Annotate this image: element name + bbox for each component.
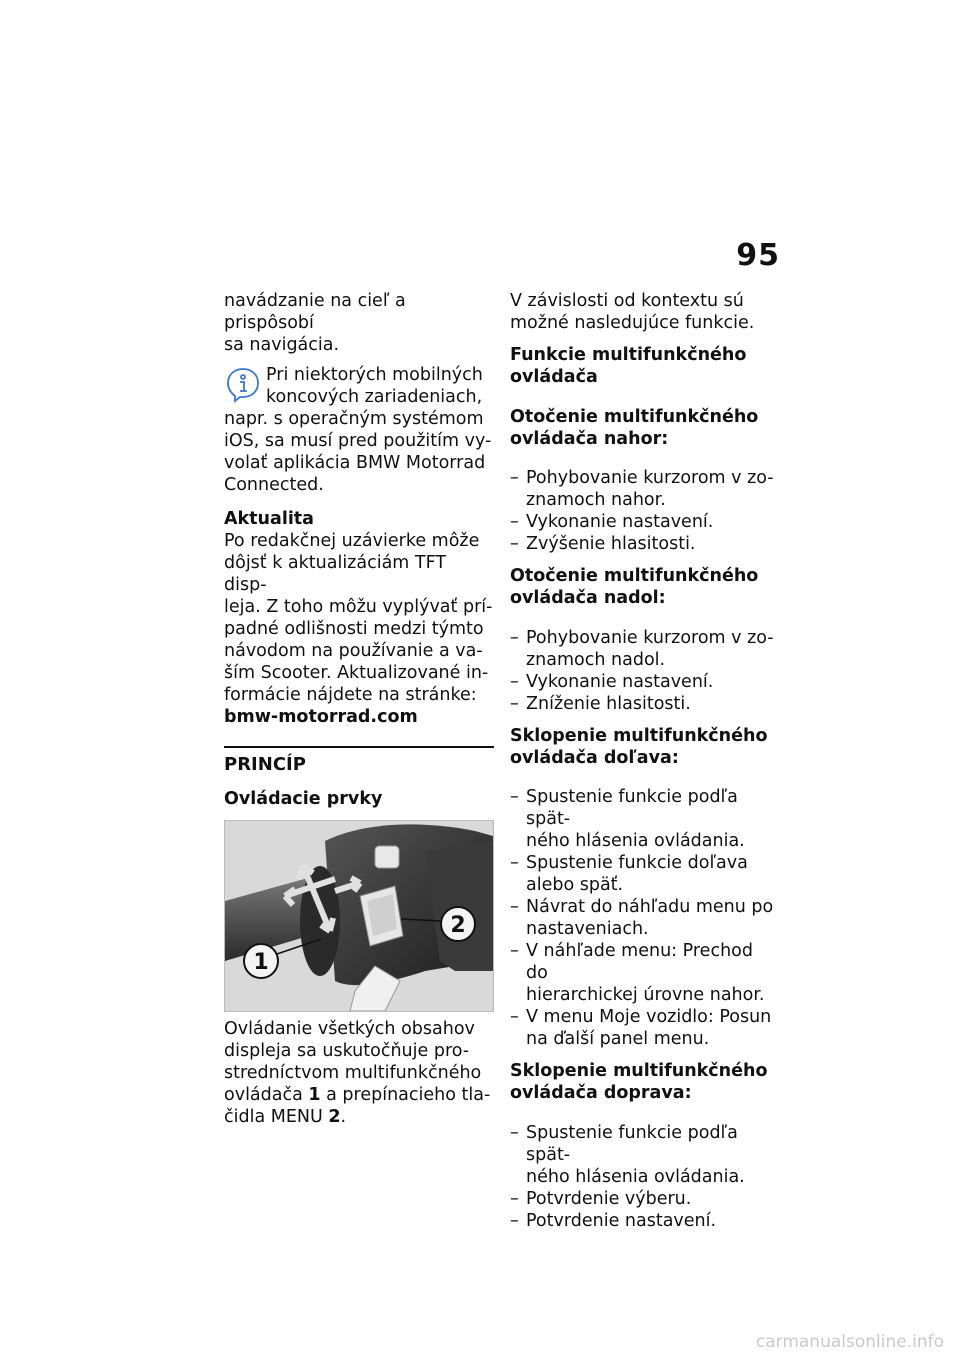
list-dash: – xyxy=(510,1210,519,1231)
list-dash: – xyxy=(510,534,519,554)
website-link[interactable]: bmw-motorrad.com xyxy=(224,707,418,727)
rotate-down-heading: Otočenie multifunkčného ovládača nadol: xyxy=(510,566,759,608)
list-dash: – xyxy=(510,512,519,532)
list-item-text: Spustenie funkcie podľa spät- ného hlásenia ovládania. xyxy=(526,1122,745,1187)
list-item-text: Vykonanie nastavení. xyxy=(526,671,714,692)
list-dash: – xyxy=(510,693,519,714)
rotate-up-list xyxy=(510,467,780,555)
rotate-up-heading: Otočenie multifunkčného ovládača nahor: xyxy=(510,406,759,449)
tilt-right-list xyxy=(510,1122,780,1232)
section-title: PRINCÍP xyxy=(224,753,306,775)
controls-heading: Ovládacie prvky xyxy=(224,788,383,809)
figure-caption xyxy=(224,1018,494,1128)
list-item-text: Spustenie funkcie doľava alebo späť. xyxy=(526,853,748,895)
right-column xyxy=(510,290,780,1232)
info-note-icon xyxy=(224,366,262,404)
caption-text-c: a prepínacieho tla- čidla MENU xyxy=(224,1084,491,1127)
caption-text-d: . xyxy=(340,1106,347,1127)
update-text: Po redakčnej uzávierke môže dôjsť k aktualizáciám TFT disp- leja. Z toho môžu vyplývať prí- padné odlišnosti medzi týmto návodom na používanie a va- ším Scooter. Aktualizované in- formácie nájdete na stránke: xyxy=(224,531,493,705)
list-item xyxy=(510,1188,780,1210)
list-item xyxy=(510,627,780,671)
left-intro-text: navádzanie na cieľ a prispôsobí sa navigácia. xyxy=(224,291,406,355)
caption-ref-2: 2 xyxy=(328,1106,341,1127)
section-divider xyxy=(224,746,494,748)
update-heading: Aktualita xyxy=(224,509,314,529)
tilt-right-heading: Sklopenie multifunkčného ovládača doprava: xyxy=(510,1061,768,1103)
list-dash: – xyxy=(510,1188,519,1209)
list-dash: – xyxy=(510,468,519,488)
list-item xyxy=(510,1006,780,1050)
handlebar-controls-figure xyxy=(224,820,494,1012)
caption-ref-1: 1 xyxy=(308,1084,321,1105)
list-item-text: Zníženie hlasitosti. xyxy=(526,693,691,714)
rotate-down-list xyxy=(510,627,780,715)
list-dash: – xyxy=(510,787,519,807)
list-dash: – xyxy=(510,671,519,692)
list-item xyxy=(510,693,780,715)
handlebar-illustration xyxy=(225,821,493,1011)
list-item xyxy=(510,511,780,533)
list-item-text: V menu Moje vozidlo: Posun na ďalší panel menu. xyxy=(526,1007,772,1049)
info-note xyxy=(224,364,494,496)
list-item xyxy=(510,671,780,693)
list-dash: – xyxy=(510,1007,519,1027)
list-item xyxy=(510,467,780,511)
note-remaining-lines: napr. s operačným systémom iOS, sa musí pred použitím vy- volať aplikácia BMW Motorrad Connected. xyxy=(224,409,492,495)
list-item-text: Spustenie funkcie podľa spät- ného hlásenia ovládania. xyxy=(526,787,745,851)
list-item-text: Návrat do náhľadu menu po nastaveniach. xyxy=(526,897,774,939)
list-item xyxy=(510,940,780,1006)
functions-heading: Funkcie multifunkčného ovládača xyxy=(510,345,747,387)
tilt-left-heading: Sklopenie multifunkčného ovládača doľava: xyxy=(510,725,768,768)
list-item-text: V náhľade menu: Prechod do hierarchickej úrovne nahor. xyxy=(526,941,765,1005)
list-item xyxy=(510,852,780,896)
list-item xyxy=(510,1210,780,1232)
list-item-text: Zvýšenie hlasitosti. xyxy=(526,534,696,554)
figure-callout-1: 1 xyxy=(253,949,269,975)
caption-text-a: Ovládanie všetkých obsahov displeja sa uskutočňuje pro- stredníctvom multifunkčného ovládača xyxy=(224,1018,482,1105)
list-item-text: Pohybovanie kurzorom v zo- znamoch nahor. xyxy=(526,468,774,510)
note-first-lines: Pri niektorých mobilných koncových zariadeniach, xyxy=(266,365,483,407)
page-number: 95 xyxy=(736,238,780,273)
list-dash: – xyxy=(510,1122,519,1143)
list-item-text: Pohybovanie kurzorom v zo- znamoch nadol. xyxy=(526,627,774,670)
list-dash: – xyxy=(510,853,519,873)
list-item-text: Vykonanie nastavení. xyxy=(526,512,714,532)
list-item xyxy=(510,533,780,555)
list-dash: – xyxy=(510,627,519,648)
list-dash: – xyxy=(510,941,519,961)
list-item-text: Potvrdenie výberu. xyxy=(526,1188,692,1209)
list-dash: – xyxy=(510,897,519,917)
left-column xyxy=(224,290,494,1128)
right-intro-text: V závislosti od kontextu sú možné nasledujúce funkcie. xyxy=(510,291,755,333)
list-item xyxy=(510,1122,780,1188)
figure-callout-2: 2 xyxy=(450,912,466,938)
list-item xyxy=(510,786,780,852)
watermark: carmanualsonline.info xyxy=(755,1332,944,1352)
list-item-text: Potvrdenie nastavení. xyxy=(526,1210,717,1231)
tilt-left-list xyxy=(510,786,780,1050)
list-item xyxy=(510,896,780,940)
